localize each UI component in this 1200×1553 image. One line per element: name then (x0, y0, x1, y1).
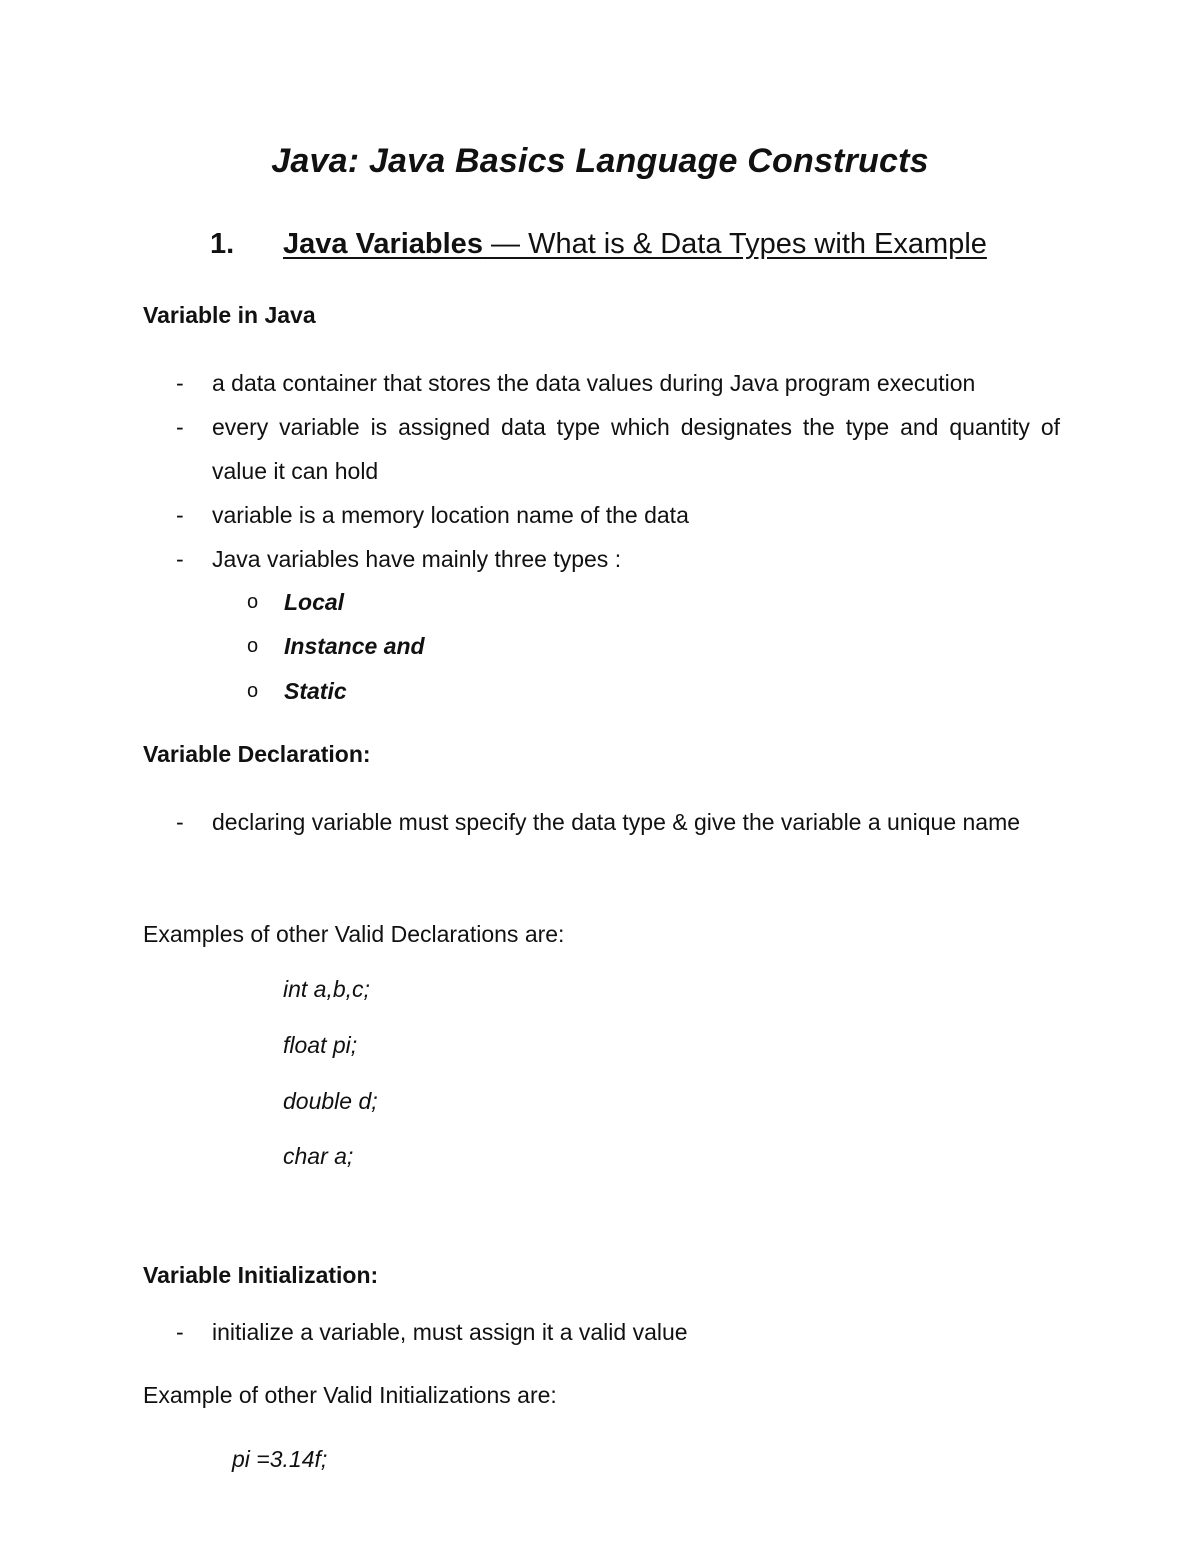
section-title-rest: — What is & Data Types with Example (482, 228, 987, 260)
bullet-marker: - (176, 414, 184, 440)
type-label: Static (284, 678, 347, 704)
list-item-text: a data container that stores the data values during Java program execution (212, 370, 976, 396)
list-item-text: initialize a variable, must assign it a valid value (212, 1319, 688, 1345)
code-example: int a,b,c; (283, 976, 370, 1002)
sub-bullet-marker: o (247, 591, 259, 613)
document-title: Java: Java Basics Language Constructs (271, 142, 929, 180)
section-title-bold: Java Variables (283, 228, 483, 260)
section-title (283, 222, 987, 266)
sub-bullet-marker: o (247, 635, 259, 657)
list-item (176, 361, 1060, 405)
list-item-text: every variable is assigned data type which designates the type and quantity of value it can hold (212, 414, 1060, 484)
type-label: Instance and (284, 633, 425, 659)
sub-bullet-marker: o (247, 680, 259, 702)
list-item (176, 405, 1060, 493)
list-item-text: Java variables have mainly three types : (212, 546, 622, 572)
bullet-marker: - (176, 1319, 184, 1345)
bullet-marker: - (176, 502, 184, 528)
list-item (176, 493, 1060, 537)
code-example: float pi; (283, 1032, 358, 1058)
list-item-text: declaring variable must specify the data type & give the variable a unique name (212, 809, 1021, 835)
type-label: Local (284, 589, 345, 615)
list-item (176, 800, 1060, 844)
list-item-text: variable is a memory location name of the data (212, 502, 689, 528)
list-item (176, 1310, 1060, 1354)
code-example: pi =3.14f; (232, 1446, 328, 1472)
bullet-marker: - (176, 546, 184, 572)
list-item (176, 537, 1060, 581)
heading-variable-initialization: Variable Initialization: (143, 1262, 379, 1288)
bullet-marker: - (176, 809, 184, 835)
code-example: double d; (283, 1088, 378, 1114)
initializations-examples-label: Example of other Valid Initializations are: (143, 1382, 557, 1408)
code-example: char a; (283, 1143, 354, 1169)
section-number: 1. (210, 228, 235, 260)
bullet-marker: - (176, 370, 184, 396)
heading-variable-declaration: Variable Declaration: (143, 741, 371, 767)
declarations-examples-label: Examples of other Valid Declarations are: (143, 921, 565, 947)
heading-variable-in-java: Variable in Java (143, 302, 316, 328)
